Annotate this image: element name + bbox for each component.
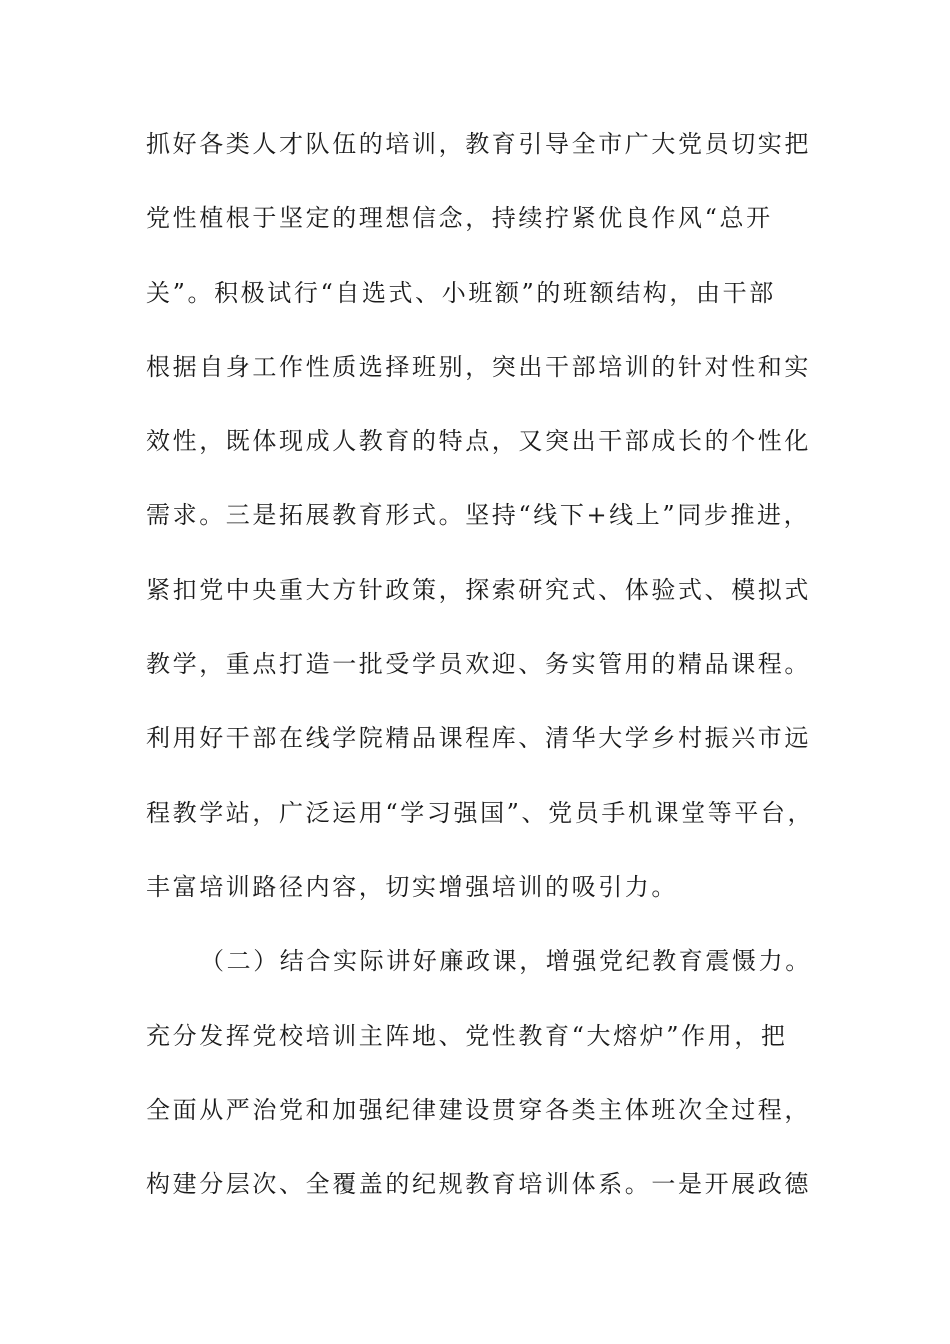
paragraph-line-13: 充分发挥党校培训主阵地、党性教育“大熔炉”作用，把 — [146, 1022, 788, 1050]
paragraph-line-7: 紧扣党中央重大方针政策，探索研究式、体验式、模拟式 — [146, 576, 811, 604]
paragraph-line-3: 关”。积极试行“自选式、小班额”的班额结构，由干部 — [146, 279, 776, 307]
paragraph-line-14: 全面从严治党和加强纪律建设贯穿各类主体班次全过程， — [146, 1096, 811, 1124]
paragraph-line-8: 教学，重点打造一批受学员欢迎、务实管用的精品课程。 — [146, 650, 811, 678]
paragraph-line-4: 根据自身工作性质选择班别，突出干部培训的针对性和实 — [146, 353, 811, 381]
paragraph-line-6: 需求。三是拓展教育形式。坚持“线下+线上”同步推进， — [146, 501, 811, 529]
paragraph-line-9: 利用好干部在线学院精品课程库、清华大学乡村振兴市远 — [146, 724, 811, 752]
paragraph-line-2: 党性植根于坚定的理想信念，持续拧紧优良作风“总开 — [146, 204, 773, 232]
paragraph-line-11: 丰富培训路径内容，切实增强培训的吸引力。 — [146, 873, 678, 901]
paragraph-line-1: 抓好各类人才队伍的培训，教育引导全市广大党员切实把 — [146, 130, 811, 158]
paragraph-line-15: 构建分层次、全覆盖的纪规教育培训体系。一是开展政德 — [146, 1170, 811, 1198]
paragraph-line-10: 程教学站，广泛运用“学习强国”、党员手机课堂等平台， — [146, 799, 815, 827]
section-heading: （二）结合实际讲好廉政课，增强党纪教育震慑力。 — [200, 947, 812, 975]
paragraph-line-5: 效性，既体现成人教育的特点，又突出干部成长的个性化 — [146, 427, 811, 455]
